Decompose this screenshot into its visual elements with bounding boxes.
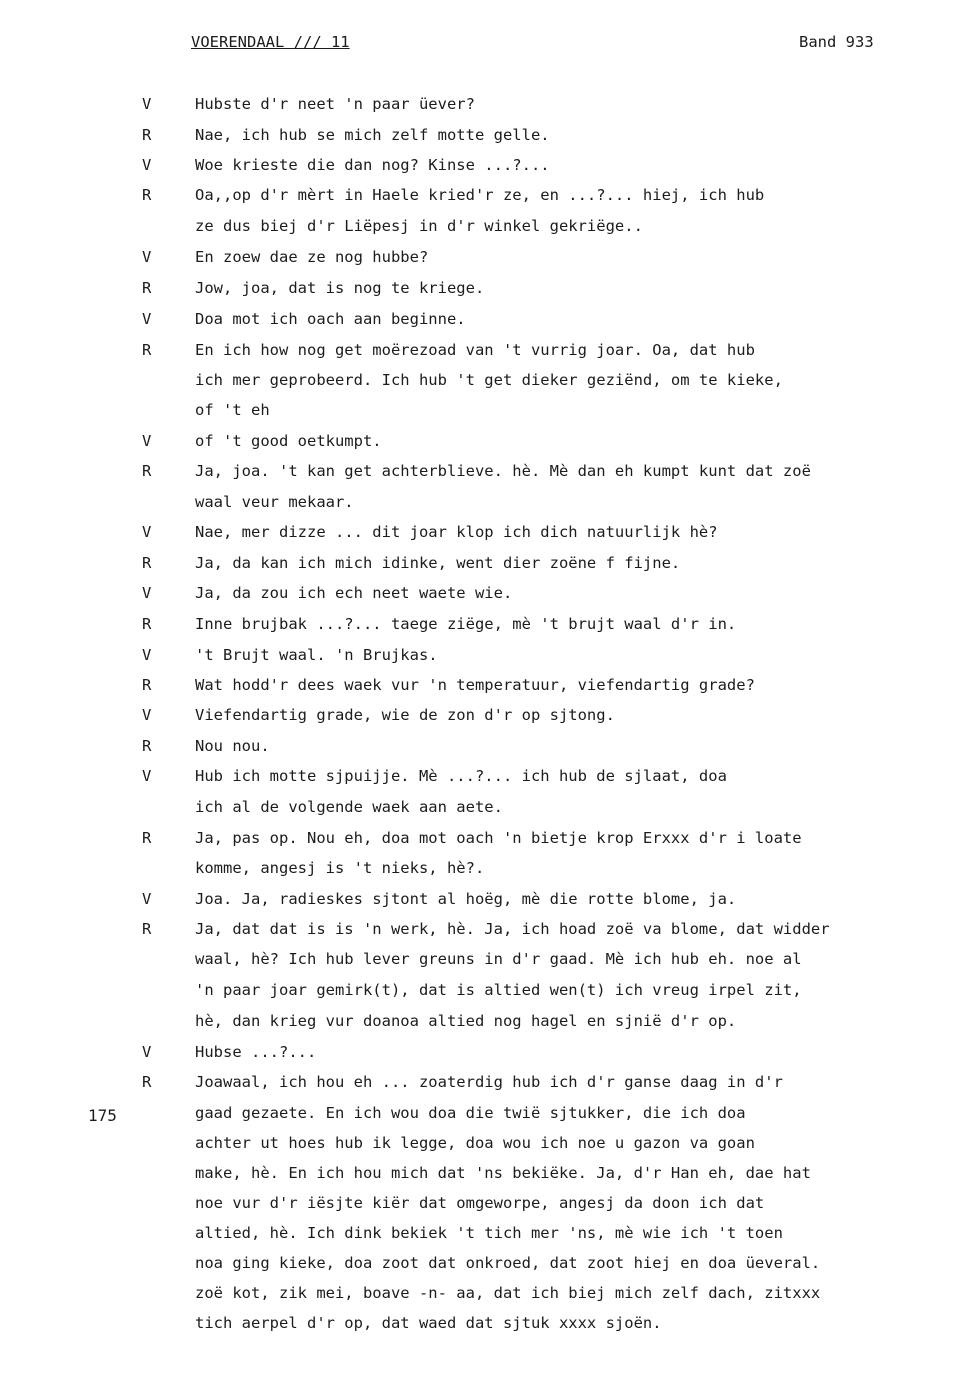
line-text: 'n paar joar gemirk(t), dat is altied wen(t) ich vreug irpel zit,: [195, 981, 802, 999]
transcript-line: [0, 401, 979, 427]
speaker-label: V: [142, 890, 152, 908]
line-text: altied, hè. Ich dink bekiek 't tich mer 'ns, mè wie ich 't toen: [195, 1224, 783, 1242]
speaker-label: R: [142, 126, 152, 144]
line-text: Nou nou.: [195, 737, 270, 755]
speaker-label: R: [142, 341, 152, 359]
line-text: Wat hodd'r dees waek vur 'n temperatuur, viefendartig grade?: [195, 676, 755, 694]
transcript-line: [0, 737, 979, 763]
line-text: Joa. Ja, radieskes sjtont al hoëg, mè die rotte blome, ja.: [195, 890, 737, 908]
transcript-line: [0, 1314, 979, 1340]
line-text: Joawaal, ich hou eh ... zoaterdig hub ich d'r ganse daag in d'r: [195, 1073, 783, 1091]
line-text: of 't eh: [195, 401, 270, 419]
speaker-label: V: [142, 95, 152, 113]
speaker-label: R: [142, 829, 152, 847]
transcript-line: [0, 676, 979, 702]
line-text: En zoew dae ze nog hubbe?: [195, 248, 429, 266]
line-text: waal, hè? Ich hub lever greuns in d'r gaad. Mè ich hub eh. noe al: [195, 950, 802, 968]
line-text: Doa mot ich oach aan beginne.: [195, 310, 466, 328]
transcript-line: [0, 1224, 979, 1250]
transcript-line: [0, 462, 979, 488]
line-text: Nae, ich hub se mich zelf motte gelle.: [195, 126, 550, 144]
speaker-label: V: [142, 310, 152, 328]
line-text: Jow, joa, dat is nog te kriege.: [195, 279, 485, 297]
transcript-line: [0, 1043, 979, 1069]
speaker-label: R: [142, 615, 152, 633]
speaker-label: V: [142, 584, 152, 602]
line-text: ze dus biej d'r Liëpesj in d'r winkel gekriëge..: [195, 217, 643, 235]
transcript-line: [0, 432, 979, 458]
line-text: Ja, da kan ich mich idinke, went dier zoëne f fijne.: [195, 554, 681, 572]
margin-line-number: 175: [88, 1106, 117, 1125]
transcript-line: [0, 493, 979, 519]
speaker-label: R: [142, 462, 152, 480]
line-text: waal veur mekaar.: [195, 493, 354, 511]
transcript-line: [0, 554, 979, 580]
transcript-line: [0, 371, 979, 397]
transcript-line: [0, 523, 979, 549]
line-text: Nae, mer dizze ... dit joar klop ich dich natuurlijk hè?: [195, 523, 718, 541]
transcript-line: [0, 217, 979, 243]
transcript-line: [0, 1104, 979, 1130]
transcript-line: [0, 156, 979, 182]
transcript-line: [0, 341, 979, 367]
speaker-label: V: [142, 248, 152, 266]
speaker-label: V: [142, 432, 152, 450]
transcript-line: [0, 584, 979, 610]
line-text: Viefendartig grade, wie de zon d'r op sjtong.: [195, 706, 615, 724]
line-text: noa ging kieke, doa zoot dat onkroed, dat zoot hiej en doa üeveral.: [195, 1254, 821, 1272]
transcript-line: [0, 829, 979, 855]
transcript-line: [0, 1164, 979, 1190]
transcript-line: [0, 950, 979, 976]
transcript-line: [0, 981, 979, 1007]
line-text: hè, dan krieg vur doanoa altied nog hagel en sjnië d'r op.: [195, 1012, 737, 1030]
speaker-label: R: [142, 1073, 152, 1091]
speaker-label: R: [142, 676, 152, 694]
line-text: Hubste d'r neet 'n paar üever?: [195, 95, 475, 113]
line-text: achter ut hoes hub ik legge, doa wou ich noe u gazon va goan: [195, 1134, 755, 1152]
line-text: Inne brujbak ...?... taege ziëge, mè 't brujt waal d'r in.: [195, 615, 737, 633]
speaker-label: V: [142, 156, 152, 174]
transcript-line: [0, 1012, 979, 1038]
line-text: Woe krieste die dan nog? Kinse ...?...: [195, 156, 550, 174]
line-text: En ich how nog get moërezoad van 't vurrig joar. Oa, dat hub: [195, 341, 755, 359]
line-text: of 't good oetkumpt.: [195, 432, 382, 450]
speaker-label: V: [142, 646, 152, 664]
line-text: Ja, pas op. Nou eh, doa mot oach 'n bietje krop Erxxx d'r i loate: [195, 829, 802, 847]
transcript-line: [0, 859, 979, 885]
page-header-title: VOERENDAAL /// 11: [191, 33, 350, 51]
transcript-line: [0, 95, 979, 121]
transcript-line: [0, 920, 979, 946]
speaker-label: V: [142, 767, 152, 785]
line-text: 't Brujt waal. 'n Brujkas.: [195, 646, 438, 664]
line-text: make, hè. En ich hou mich dat 'ns bekiëke. Ja, d'r Han eh, dae hat: [195, 1164, 811, 1182]
transcript-line: [0, 615, 979, 641]
line-text: Ja, da zou ich ech neet waete wie.: [195, 584, 513, 602]
speaker-label: R: [142, 737, 152, 755]
line-text: Ja, joa. 't kan get achterblieve. hè. Mè dan eh kumpt kunt dat zoë: [195, 462, 811, 480]
transcript-line: [0, 279, 979, 305]
transcript-line: [0, 798, 979, 824]
line-text: zoë kot, zik mei, boave -n- aa, dat ich biej mich zelf dach, zitxxx: [195, 1284, 821, 1302]
transcript-line: [0, 1134, 979, 1160]
line-text: Ja, dat dat is is 'n werk, hè. Ja, ich hoad zoë va blome, dat widder: [195, 920, 830, 938]
transcript-line: [0, 310, 979, 336]
line-text: Oa,,op d'r mèrt in Haele kried'r ze, en ...?... hiej, ich hub: [195, 186, 765, 204]
speaker-label: V: [142, 706, 152, 724]
transcript-line: [0, 1254, 979, 1280]
transcript-line: [0, 706, 979, 732]
speaker-label: R: [142, 279, 152, 297]
line-text: tich aerpel d'r op, dat waed dat sjtuk xxxx sjoën.: [195, 1314, 662, 1332]
transcript-line: [0, 1073, 979, 1099]
transcript-line: [0, 248, 979, 274]
speaker-label: R: [142, 554, 152, 572]
transcript-line: [0, 186, 979, 212]
transcript-line: [0, 126, 979, 152]
line-text: ich al de volgende waek aan aete.: [195, 798, 503, 816]
band-number: Band 933: [799, 33, 874, 51]
line-text: Hub ich motte sjpuijje. Mè ...?... ich hub de sjlaat, doa: [195, 767, 727, 785]
line-text: ich mer geprobeerd. Ich hub 't get dieker geziënd, om te kieke,: [195, 371, 783, 389]
speaker-label: V: [142, 523, 152, 541]
line-text: Hubse ...?...: [195, 1043, 317, 1061]
speaker-label: V: [142, 1043, 152, 1061]
line-text: komme, angesj is 't nieks, hè?.: [195, 859, 485, 877]
transcript-line: [0, 646, 979, 672]
transcript-line: [0, 767, 979, 793]
line-text: gaad gezaete. En ich wou doa die twië sjtukker, die ich doa: [195, 1104, 746, 1122]
speaker-label: R: [142, 186, 152, 204]
transcript-line: [0, 890, 979, 916]
line-text: noe vur d'r iësjte kiër dat omgeworpe, angesj da doon ich dat: [195, 1194, 765, 1212]
transcript-line: [0, 1284, 979, 1310]
transcript-line: [0, 1194, 979, 1220]
speaker-label: R: [142, 920, 152, 938]
